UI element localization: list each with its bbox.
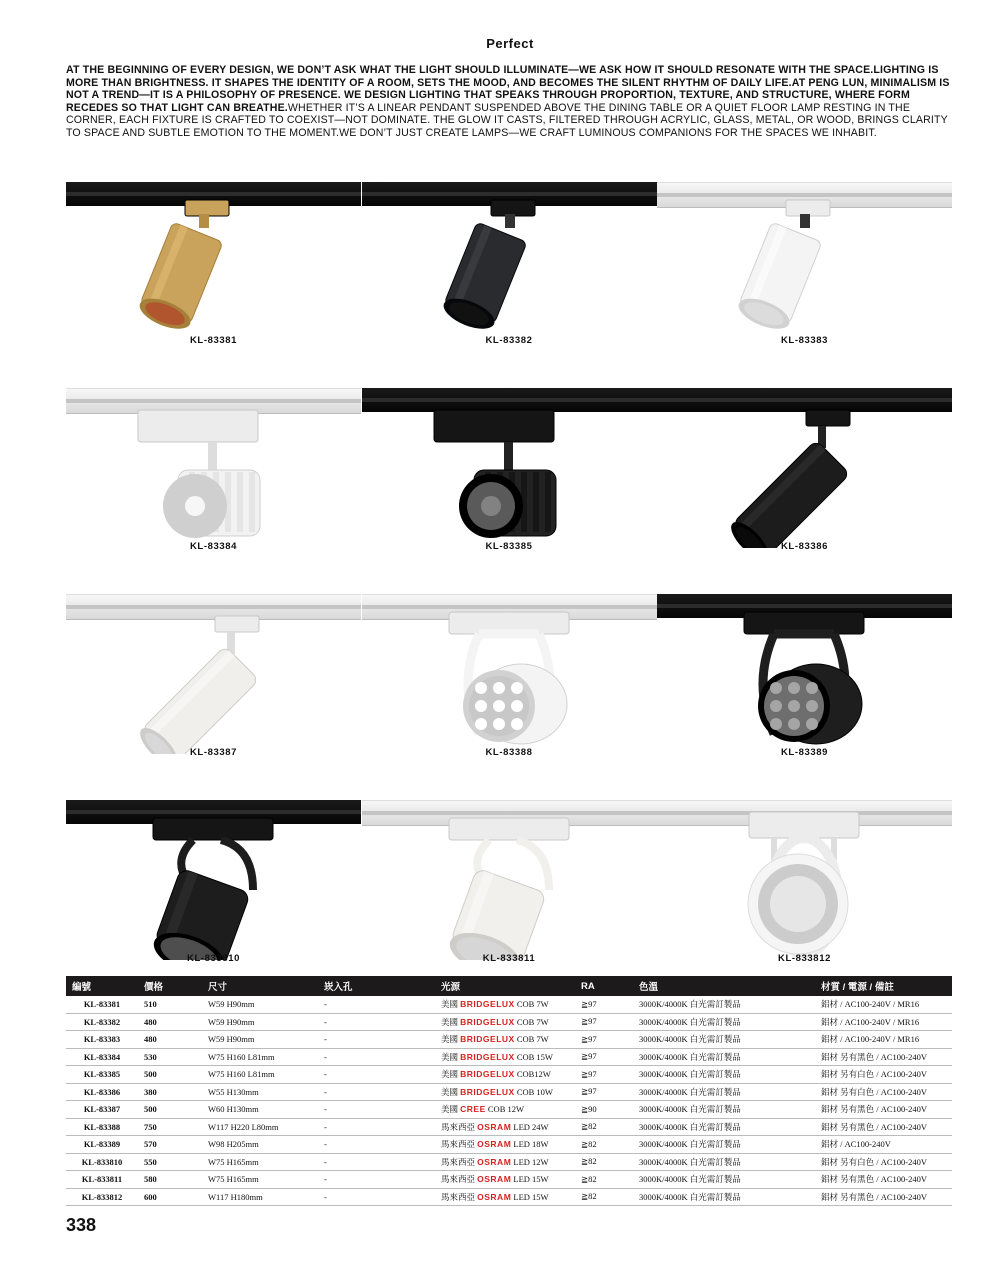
cell-code: KL-833812	[66, 1188, 138, 1206]
fixture-KL-83388	[449, 612, 569, 744]
track-light-image	[66, 800, 361, 960]
cell-note: 鋁材 另有白色 / AC100-240V	[815, 1083, 952, 1101]
column-header: 色溫	[639, 982, 659, 993]
column-header: RA	[581, 980, 595, 992]
cell-hole: -	[318, 1031, 435, 1049]
cell-light-source	[435, 1136, 575, 1154]
cell-size: W59 H90mm	[202, 1031, 318, 1049]
cell-size: W75 H160 L81mm	[202, 1048, 318, 1066]
product-card	[66, 800, 361, 1000]
source-spec: COB 12W	[487, 1104, 525, 1115]
cell-ra: ≧97	[575, 1083, 633, 1101]
cell-temp: 3000K/4000K 白光需訂製品	[633, 1188, 815, 1206]
source-brand: OSRAM	[477, 1156, 512, 1167]
product-code: KL-833812	[778, 953, 831, 964]
source-spec: COB 15W	[516, 1051, 553, 1062]
intro-paragraph	[66, 64, 954, 140]
source-origin: 馬來西亞	[441, 1174, 476, 1185]
cell-note: 鋁材 另有白色 / AC100-240V	[815, 1153, 952, 1171]
source-origin: 美國	[441, 1016, 459, 1027]
cell-size: W60 H130mm	[202, 1101, 318, 1119]
cell-size: W117 H180mm	[202, 1188, 318, 1206]
cell-temp: 3000K/4000K 白光需訂製品	[633, 1136, 815, 1154]
cell-light-source	[435, 1066, 575, 1084]
cell-temp: 3000K/4000K 白光需訂製品	[633, 996, 815, 1013]
cell-ra: ≧82	[575, 1153, 633, 1171]
source-origin: 馬來西亞	[441, 1156, 476, 1167]
source-origin: 美國	[441, 1086, 459, 1097]
cell-hole: -	[318, 1066, 435, 1084]
column-header: 編號	[72, 982, 92, 993]
table-row	[66, 1188, 952, 1206]
cell-light-source	[435, 996, 575, 1013]
cell-ra: ≧90	[575, 1101, 633, 1119]
product-card	[657, 800, 952, 1000]
cell-light-source	[435, 1101, 575, 1119]
cell-note: 鋁材 另有黑色 / AC100-240V	[815, 1188, 952, 1206]
cell-temp: 3000K/4000K 白光需訂製品	[633, 1171, 815, 1189]
cell-light-source	[435, 1171, 575, 1189]
cell-price: 480	[138, 1013, 202, 1031]
cell-code: KL-83387	[66, 1101, 138, 1119]
source-brand: BRIDGELUX	[460, 1034, 515, 1045]
intro-regular-text: WHETHER IT’S A LINEAR PENDANT SUSPENDED ABOVE THE DINING TABLE OR A QUIET FLOOR LAMP RESTING IN THE CORNER, EACH FIXTURE IS CRAFTED TO COEXIST—NOT DOMINATE. THE GLOW IT CASTS, FILTERED THROUGH ACRYLIC, GLASS, METAL, OR WOOD, BRINGS CLARITY TO SPACE AND SUBTLE EMOTION TO THE MOMENT.WE DON’T JUST CREATE LAMPS—WE CRAFT LUMINOUS COMPANIONS FOR THE SPACES WE INHABIT.	[66, 101, 948, 139]
intro-bold-text: AT THE BEGINNING OF EVERY DESIGN, WE DON’T ASK WHAT THE LIGHT SHOULD ILLUMINATE—WE ASK HOW IT SHOULD RESONATE WITH THE SPACE.LIGHTING IS MORE THAN BRIGHTNESS. IT SHAPES THE IDENTITY OF A ROOM, SETS THE MOOD, AND BECOMES THE SILENT RHYTHM OF DAILY LIFE.AT PENG LUN, MINIMALISM IS NOT A TREND—IT IS A PHILOSOPHY OF PRESENCE. WE DESIGN LIGHTING THAT SPEAKS THROUGH PROPORTION, TEXTURE, AND STRUCTURE, WHERE FORM RECEDES SO THAT LIGHT CAN BREATHE.	[66, 64, 950, 114]
table-row	[66, 1083, 952, 1101]
product-card	[657, 388, 952, 588]
cell-light-source	[435, 1118, 575, 1136]
cell-size: W75 H165mm	[202, 1171, 318, 1189]
cell-ra: ≧97	[575, 1066, 633, 1084]
cell-size: W98 H205mm	[202, 1136, 318, 1154]
cell-size: W59 H90mm	[202, 996, 318, 1013]
product-card	[657, 182, 952, 382]
cell-ra: ≧82	[575, 1118, 633, 1136]
product-code: KL-83386	[780, 541, 829, 552]
table-row	[66, 1153, 952, 1171]
source-brand: OSRAM	[477, 1139, 512, 1150]
track-light-image	[657, 594, 952, 754]
cell-light-source	[435, 1013, 575, 1031]
table-row	[66, 1066, 952, 1084]
product-code: KL-83389	[780, 747, 829, 758]
cell-code: KL-83385	[66, 1066, 138, 1084]
fixture-KL-83384	[138, 410, 260, 538]
cell-ra: ≧82	[575, 1188, 633, 1206]
source-spec: LED 12W	[513, 1156, 549, 1167]
product-code: KL-83388	[485, 747, 533, 758]
product-code: KL-83381	[189, 335, 238, 346]
track-light-image	[362, 800, 657, 960]
cell-ra: ≧97	[575, 996, 633, 1013]
cell-code: KL-83381	[66, 996, 138, 1013]
source-brand: OSRAM	[477, 1174, 512, 1185]
cell-code: KL-83389	[66, 1136, 138, 1154]
cell-price: 750	[138, 1118, 202, 1136]
cell-size: W59 H90mm	[202, 1013, 318, 1031]
fixture-KL-83382	[439, 200, 534, 335]
spec-table-header	[66, 976, 952, 996]
cell-price: 550	[138, 1153, 202, 1171]
cell-temp: 3000K/4000K 白光需訂製品	[633, 1013, 815, 1031]
source-origin: 美國	[441, 1034, 459, 1045]
cell-hole: -	[318, 1013, 435, 1031]
product-code: KL-83387	[189, 747, 238, 758]
cell-hole: -	[318, 1153, 435, 1171]
cell-ra: ≧97	[575, 1013, 633, 1031]
cell-ra: ≧97	[575, 1048, 633, 1066]
cell-hole: -	[318, 1136, 435, 1154]
brand-title: Perfect	[486, 36, 534, 51]
source-spec: LED 15W	[513, 1174, 549, 1185]
table-row	[66, 996, 952, 1013]
cell-size: W75 H160 L81mm	[202, 1066, 318, 1084]
cell-light-source	[435, 1048, 575, 1066]
source-brand: BRIDGELUX	[460, 1069, 515, 1080]
product-card	[362, 388, 657, 588]
source-origin: 美國	[441, 1104, 459, 1115]
cell-hole: -	[318, 1101, 435, 1119]
cell-hole: -	[318, 1083, 435, 1101]
column-header: 材質 / 電源 / 備註	[821, 982, 894, 993]
source-origin: 馬來西亞	[441, 1191, 476, 1202]
product-card	[66, 182, 361, 382]
product-card	[362, 594, 657, 794]
source-origin: 美國	[441, 1069, 459, 1080]
product-row	[66, 800, 952, 1000]
track-light-image	[66, 182, 361, 342]
cell-code: KL-83384	[66, 1048, 138, 1066]
cell-hole: -	[318, 1171, 435, 1189]
cell-price: 380	[138, 1083, 202, 1101]
cell-temp: 3000K/4000K 白光需訂製品	[633, 1153, 815, 1171]
product-row	[66, 594, 952, 794]
product-code: KL-833811	[482, 953, 536, 964]
cell-note: 鋁材 / AC100-240V	[815, 1136, 952, 1154]
source-origin: 馬來西亞	[441, 1139, 476, 1150]
fixture-KL-83381	[136, 200, 229, 335]
cell-size: W55 H130mm	[202, 1083, 318, 1101]
cell-code: KL-83388	[66, 1118, 138, 1136]
source-spec: COB 7W	[516, 1016, 549, 1027]
fixture-KL-83389	[744, 612, 864, 744]
column-header: 尺寸	[208, 982, 228, 993]
source-spec: LED 24W	[513, 1121, 549, 1132]
source-spec: COB 10W	[516, 1086, 553, 1097]
table-row	[66, 1136, 952, 1154]
cell-note: 鋁材 另有白色 / AC100-240V	[815, 1066, 952, 1084]
product-code: KL-83385	[485, 541, 533, 552]
source-spec: COB12W	[516, 1069, 551, 1080]
source-spec: LED 15W	[513, 1191, 549, 1202]
cell-price: 500	[138, 1101, 202, 1119]
product-card	[657, 594, 952, 794]
cell-price: 480	[138, 1031, 202, 1049]
cell-ra: ≧82	[575, 1171, 633, 1189]
product-code: KL-83382	[485, 335, 533, 346]
source-brand: OSRAM	[477, 1191, 512, 1202]
table-row	[66, 1013, 952, 1031]
cell-hole: -	[318, 1048, 435, 1066]
cell-hole: -	[318, 1188, 435, 1206]
cell-light-source	[435, 1031, 575, 1049]
cell-price: 530	[138, 1048, 202, 1066]
source-origin: 美國	[441, 1051, 459, 1062]
cell-note: 鋁材 另有黑色 / AC100-240V	[815, 1171, 952, 1189]
cell-temp: 3000K/4000K 白光需訂製品	[633, 1031, 815, 1049]
column-header: 崁入孔	[324, 982, 353, 993]
cell-note: 鋁材 / AC100-240V / MR16	[815, 1031, 952, 1049]
product-card	[66, 594, 361, 794]
track-light-image	[66, 594, 361, 754]
cell-note: 鋁材 另有黑色 / AC100-240V	[815, 1101, 952, 1119]
source-spec: LED 18W	[513, 1139, 549, 1150]
fixture-KL-833811	[444, 818, 569, 960]
cell-temp: 3000K/4000K 白光需訂製品	[633, 1118, 815, 1136]
cell-light-source	[435, 1153, 575, 1171]
product-grid	[66, 182, 952, 1006]
source-origin: 馬來西亞	[441, 1121, 476, 1132]
source-spec: COB 7W	[516, 999, 549, 1010]
cell-code: KL-833810	[66, 1153, 138, 1171]
fixture-KL-833810	[148, 818, 273, 960]
product-row	[66, 388, 952, 588]
cell-hole: -	[318, 1118, 435, 1136]
track-light-image	[657, 388, 952, 548]
fixture-KL-83387	[134, 616, 259, 754]
cell-price: 600	[138, 1188, 202, 1206]
column-header: 價格	[144, 982, 164, 993]
track-light-image	[362, 388, 657, 548]
cell-ra: ≧97	[575, 1031, 633, 1049]
table-row	[66, 1031, 952, 1049]
track-light-image	[66, 388, 361, 548]
table-row	[66, 1118, 952, 1136]
source-brand: BRIDGELUX	[460, 1086, 515, 1097]
cell-note: 鋁材 另有黑色 / AC100-240V	[815, 1118, 952, 1136]
cell-price: 500	[138, 1066, 202, 1084]
source-origin: 美國	[441, 999, 459, 1010]
cell-note: 鋁材 / AC100-240V / MR16	[815, 996, 952, 1013]
table-row	[66, 1171, 952, 1189]
spec-table	[66, 976, 952, 1206]
track-light-image	[657, 800, 952, 960]
cell-light-source	[435, 1083, 575, 1101]
cell-price: 570	[138, 1136, 202, 1154]
page-number: 338	[66, 1215, 97, 1235]
product-code: KL-83384	[189, 541, 238, 552]
column-header: 光源	[441, 982, 461, 993]
source-brand: CREE	[460, 1104, 486, 1115]
cell-code: KL-83386	[66, 1083, 138, 1101]
table-row	[66, 1101, 952, 1119]
cell-temp: 3000K/4000K 白光需訂製品	[633, 1048, 815, 1066]
product-card	[66, 388, 361, 588]
product-code: KL-833810	[187, 953, 240, 964]
cell-code: KL-83383	[66, 1031, 138, 1049]
table-row	[66, 1048, 952, 1066]
source-brand: BRIDGELUX	[460, 1051, 515, 1062]
fixture-KL-83386	[725, 410, 850, 548]
source-brand: OSRAM	[477, 1121, 512, 1132]
source-brand: BRIDGELUX	[460, 1016, 515, 1027]
track-light-image	[362, 594, 657, 754]
cell-code: KL-833811	[66, 1171, 138, 1189]
cell-temp: 3000K/4000K 白光需訂製品	[633, 1083, 815, 1101]
fixture-KL-83385	[434, 410, 556, 538]
product-code: KL-83383	[780, 335, 829, 346]
source-spec: COB 7W	[516, 1034, 549, 1045]
product-card	[362, 800, 657, 1000]
product-row	[66, 182, 952, 382]
product-card	[362, 182, 657, 382]
cell-note: 鋁材 另有黑色 / AC100-240V	[815, 1048, 952, 1066]
cell-price: 510	[138, 996, 202, 1013]
cell-size: W117 H220 L80mm	[202, 1118, 318, 1136]
track-light-image	[657, 182, 952, 342]
cell-size: W75 H165mm	[202, 1153, 318, 1171]
cell-price: 580	[138, 1171, 202, 1189]
cell-temp: 3000K/4000K 白光需訂製品	[633, 1066, 815, 1084]
cell-ra: ≧82	[575, 1136, 633, 1154]
source-brand: BRIDGELUX	[460, 999, 515, 1010]
cell-note: 鋁材 / AC100-240V / MR16	[815, 1013, 952, 1031]
track-light-image	[362, 182, 657, 342]
cell-temp: 3000K/4000K 白光需訂製品	[633, 1101, 815, 1119]
fixture-KL-833812	[748, 812, 859, 954]
cell-hole: -	[318, 996, 435, 1013]
cell-light-source	[435, 1188, 575, 1206]
fixture-KL-83383	[735, 200, 830, 335]
cell-code: KL-83382	[66, 1013, 138, 1031]
